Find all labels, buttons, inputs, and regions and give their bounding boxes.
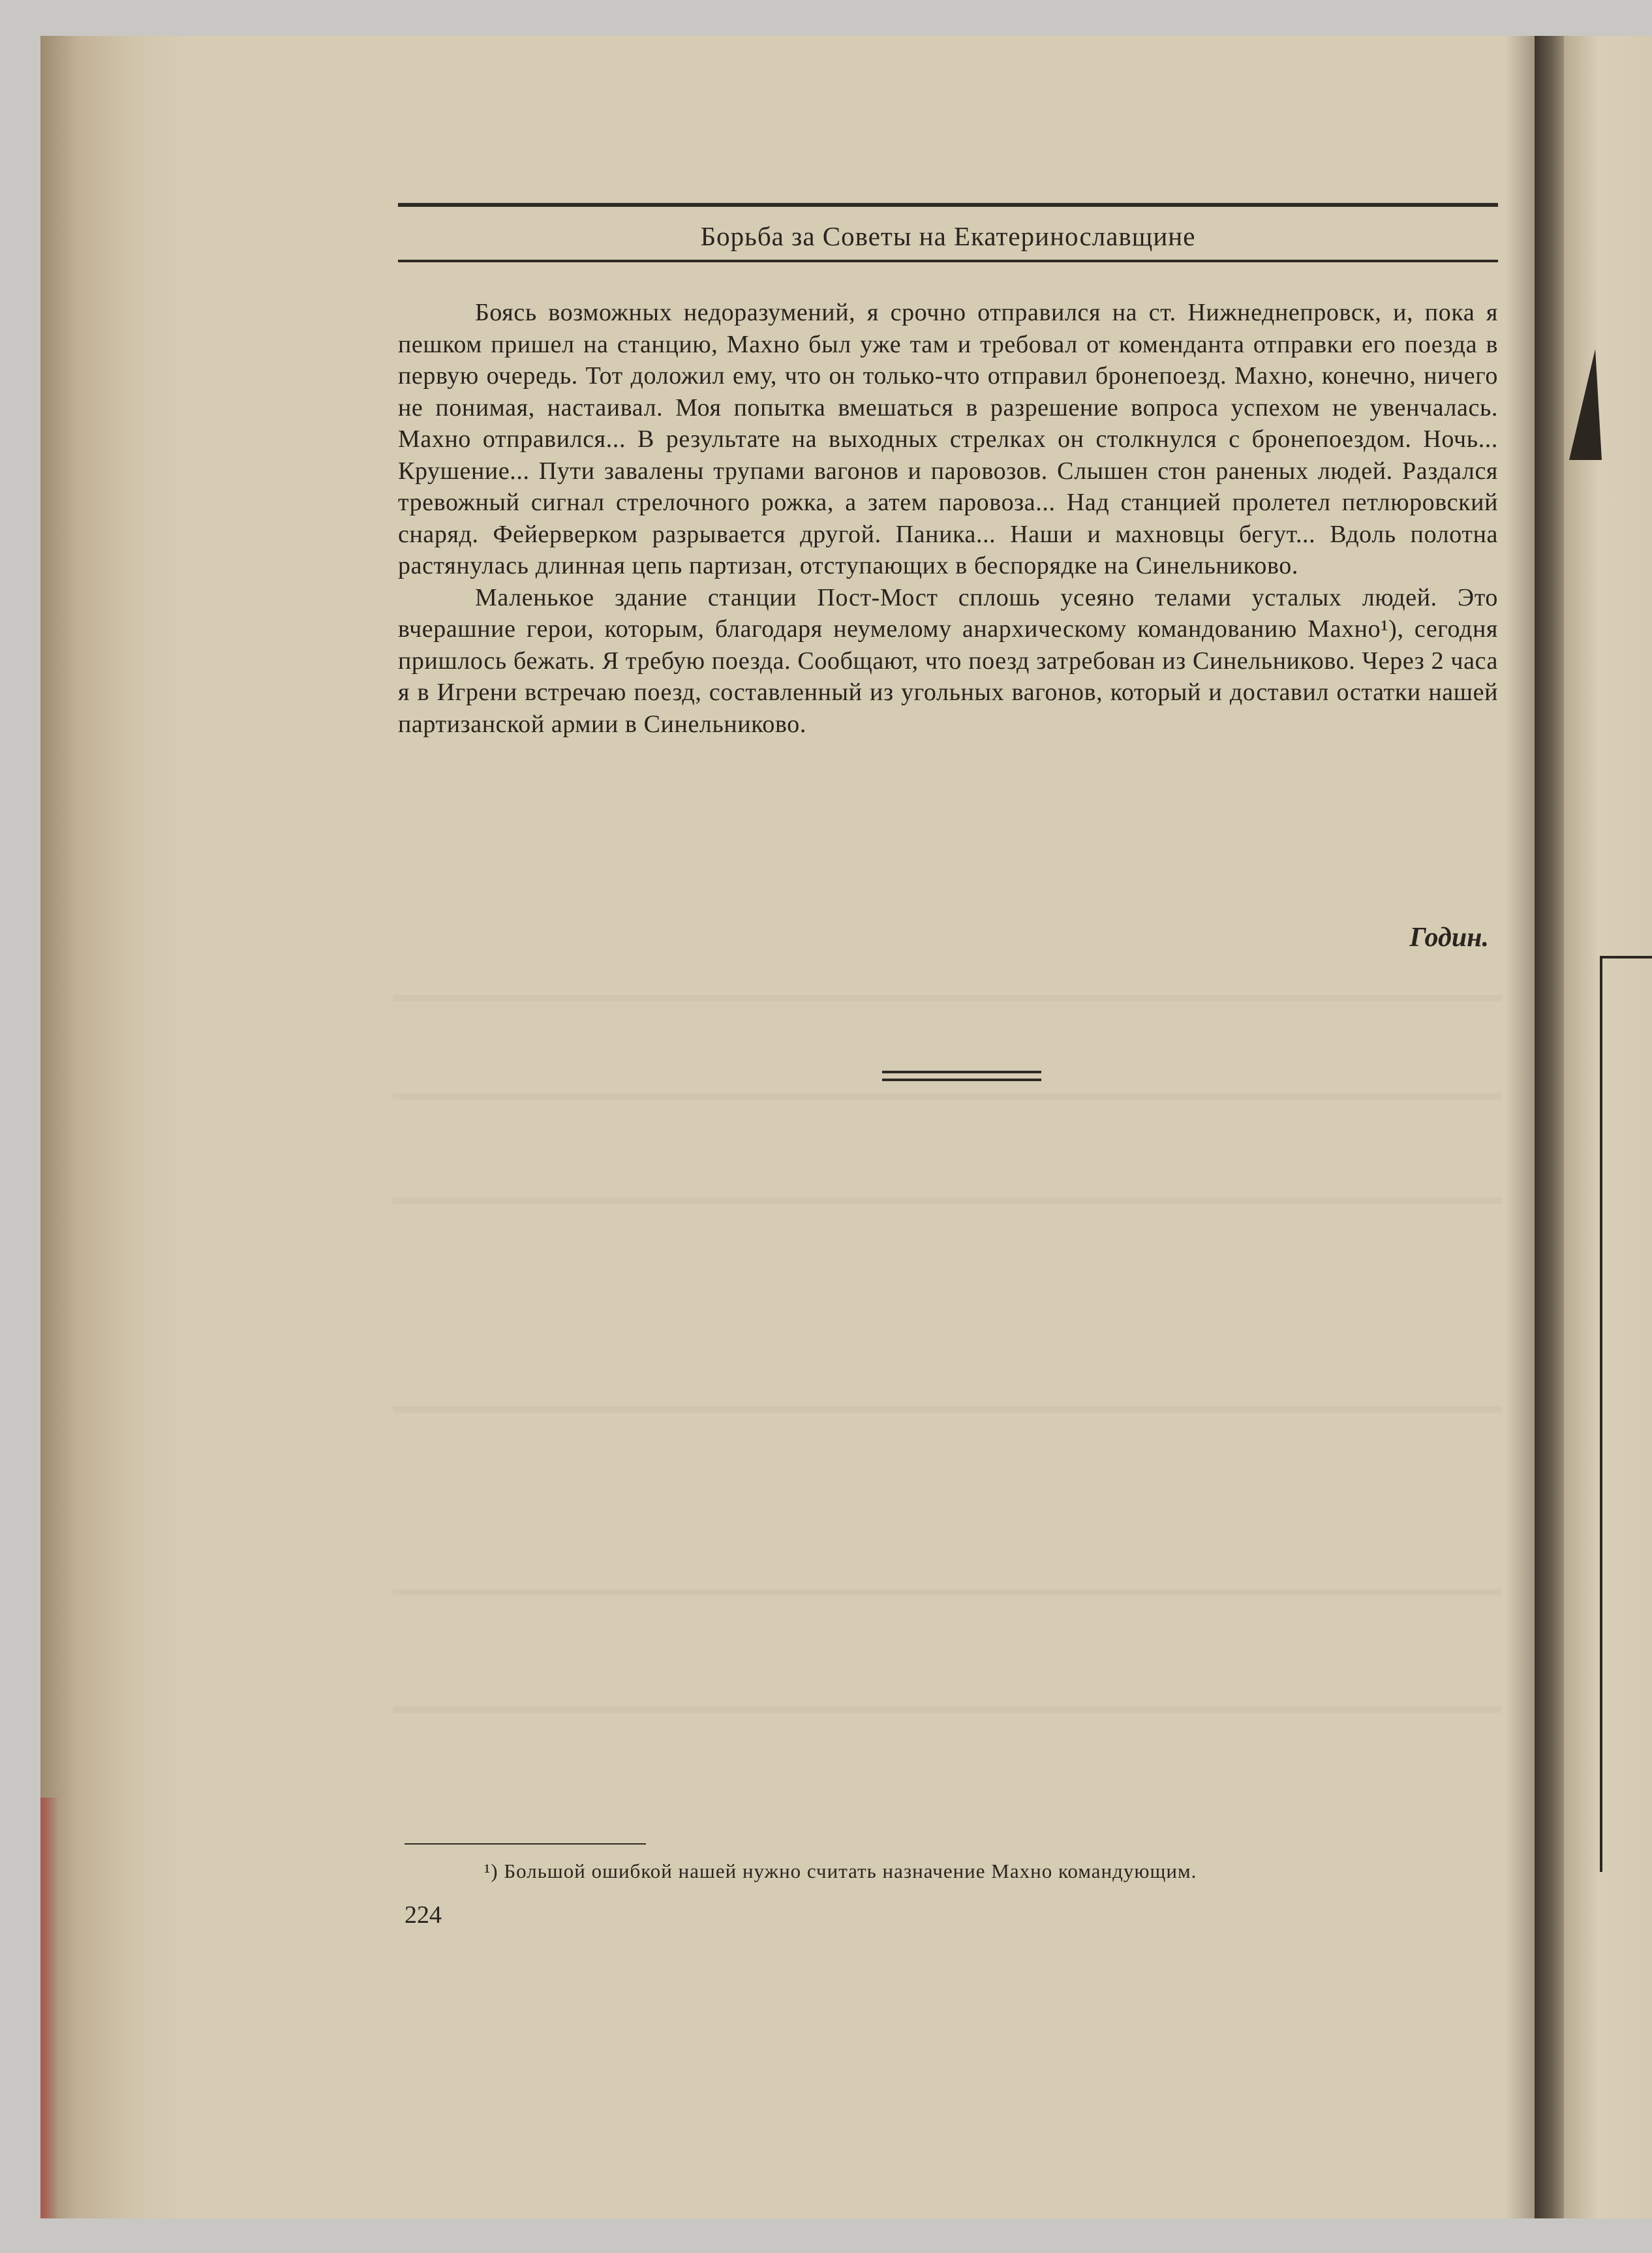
body-text (398, 297, 1498, 740)
book-scan (40, 36, 1652, 2218)
author-signature: Годин. (1409, 923, 1489, 953)
header-bottom-rule (398, 260, 1498, 262)
facing-page-mark (1569, 349, 1602, 460)
book-gutter (1535, 36, 1564, 2218)
footnote-separator (405, 1843, 646, 1845)
facing-page-edge (1564, 36, 1652, 2218)
footnote-text: Большой ошибкой нашей нужно считать назначение Махно командующим. (504, 1860, 1197, 1882)
paragraph-2: Маленькое здание станции Пост-Мост сплошь усеяно телами усталых людей. Это вчерашние герои, которым, благодаря неумелому анархическому командованию Махно¹), сегодня пришлось бежать. Я требую поезда. Сообщают, что поезд затребован из Синельниково. Через 2 часа я в Игрени встречаю поезд, составленный из угольных вагонов, который и доставил остатки нашей партизанской армии в Синельниково. (398, 583, 1498, 738)
bleed-through (393, 1406, 1502, 1413)
running-head: Борьба за Советы на Екатеринославщине (700, 221, 1196, 251)
end-ornament-line-top (882, 1071, 1041, 1073)
paragraph-1: Боясь возможных недоразумений, я срочно отправился на ст. Нижнеднепровск, и, пока я пешком пришел на станцию, Махно был уже там и требовал от коменданта отправки его поезда в первую очередь. Тот доложил ему, что он только-что отправил бронепоезд. Махно, конечно, ничего не понимая, настаивал. Моя попытка вмешаться в разрешение вопроса успехом не увенчалась. Махно отправился... В результате на выходных стрелках он столкнулся с бронепоездом. Ночь... Крушение... Пути завалены трупами вагонов и паровозов. Слышен стон раненых людей. Раздался тревожный сигнал стрелочного рожка, а затем паровоза... Над станцией пролетел петлюровский снаряд. Фейерверком разрывается другой. Паника... Наши и махновцы бегут... Вдоль полотна растянулась длинная цепь партизан, отступающих в беспорядке на Синельниково. (398, 299, 1498, 579)
page-edge-stain (40, 1798, 59, 2218)
header-top-rule (398, 203, 1498, 207)
facing-page-frame (1600, 956, 1652, 1872)
footnote (484, 1860, 1502, 1883)
bleed-through (393, 1706, 1502, 1713)
bleed-through (393, 1197, 1502, 1204)
book-page (40, 36, 1535, 2218)
footnote-marker: ¹) (484, 1860, 498, 1882)
page-number: 224 (405, 1901, 442, 1929)
bleed-through (393, 995, 1502, 1002)
bleed-through (393, 1589, 1502, 1595)
bleed-through (393, 1093, 1502, 1099)
end-ornament-line-bottom (882, 1079, 1041, 1081)
